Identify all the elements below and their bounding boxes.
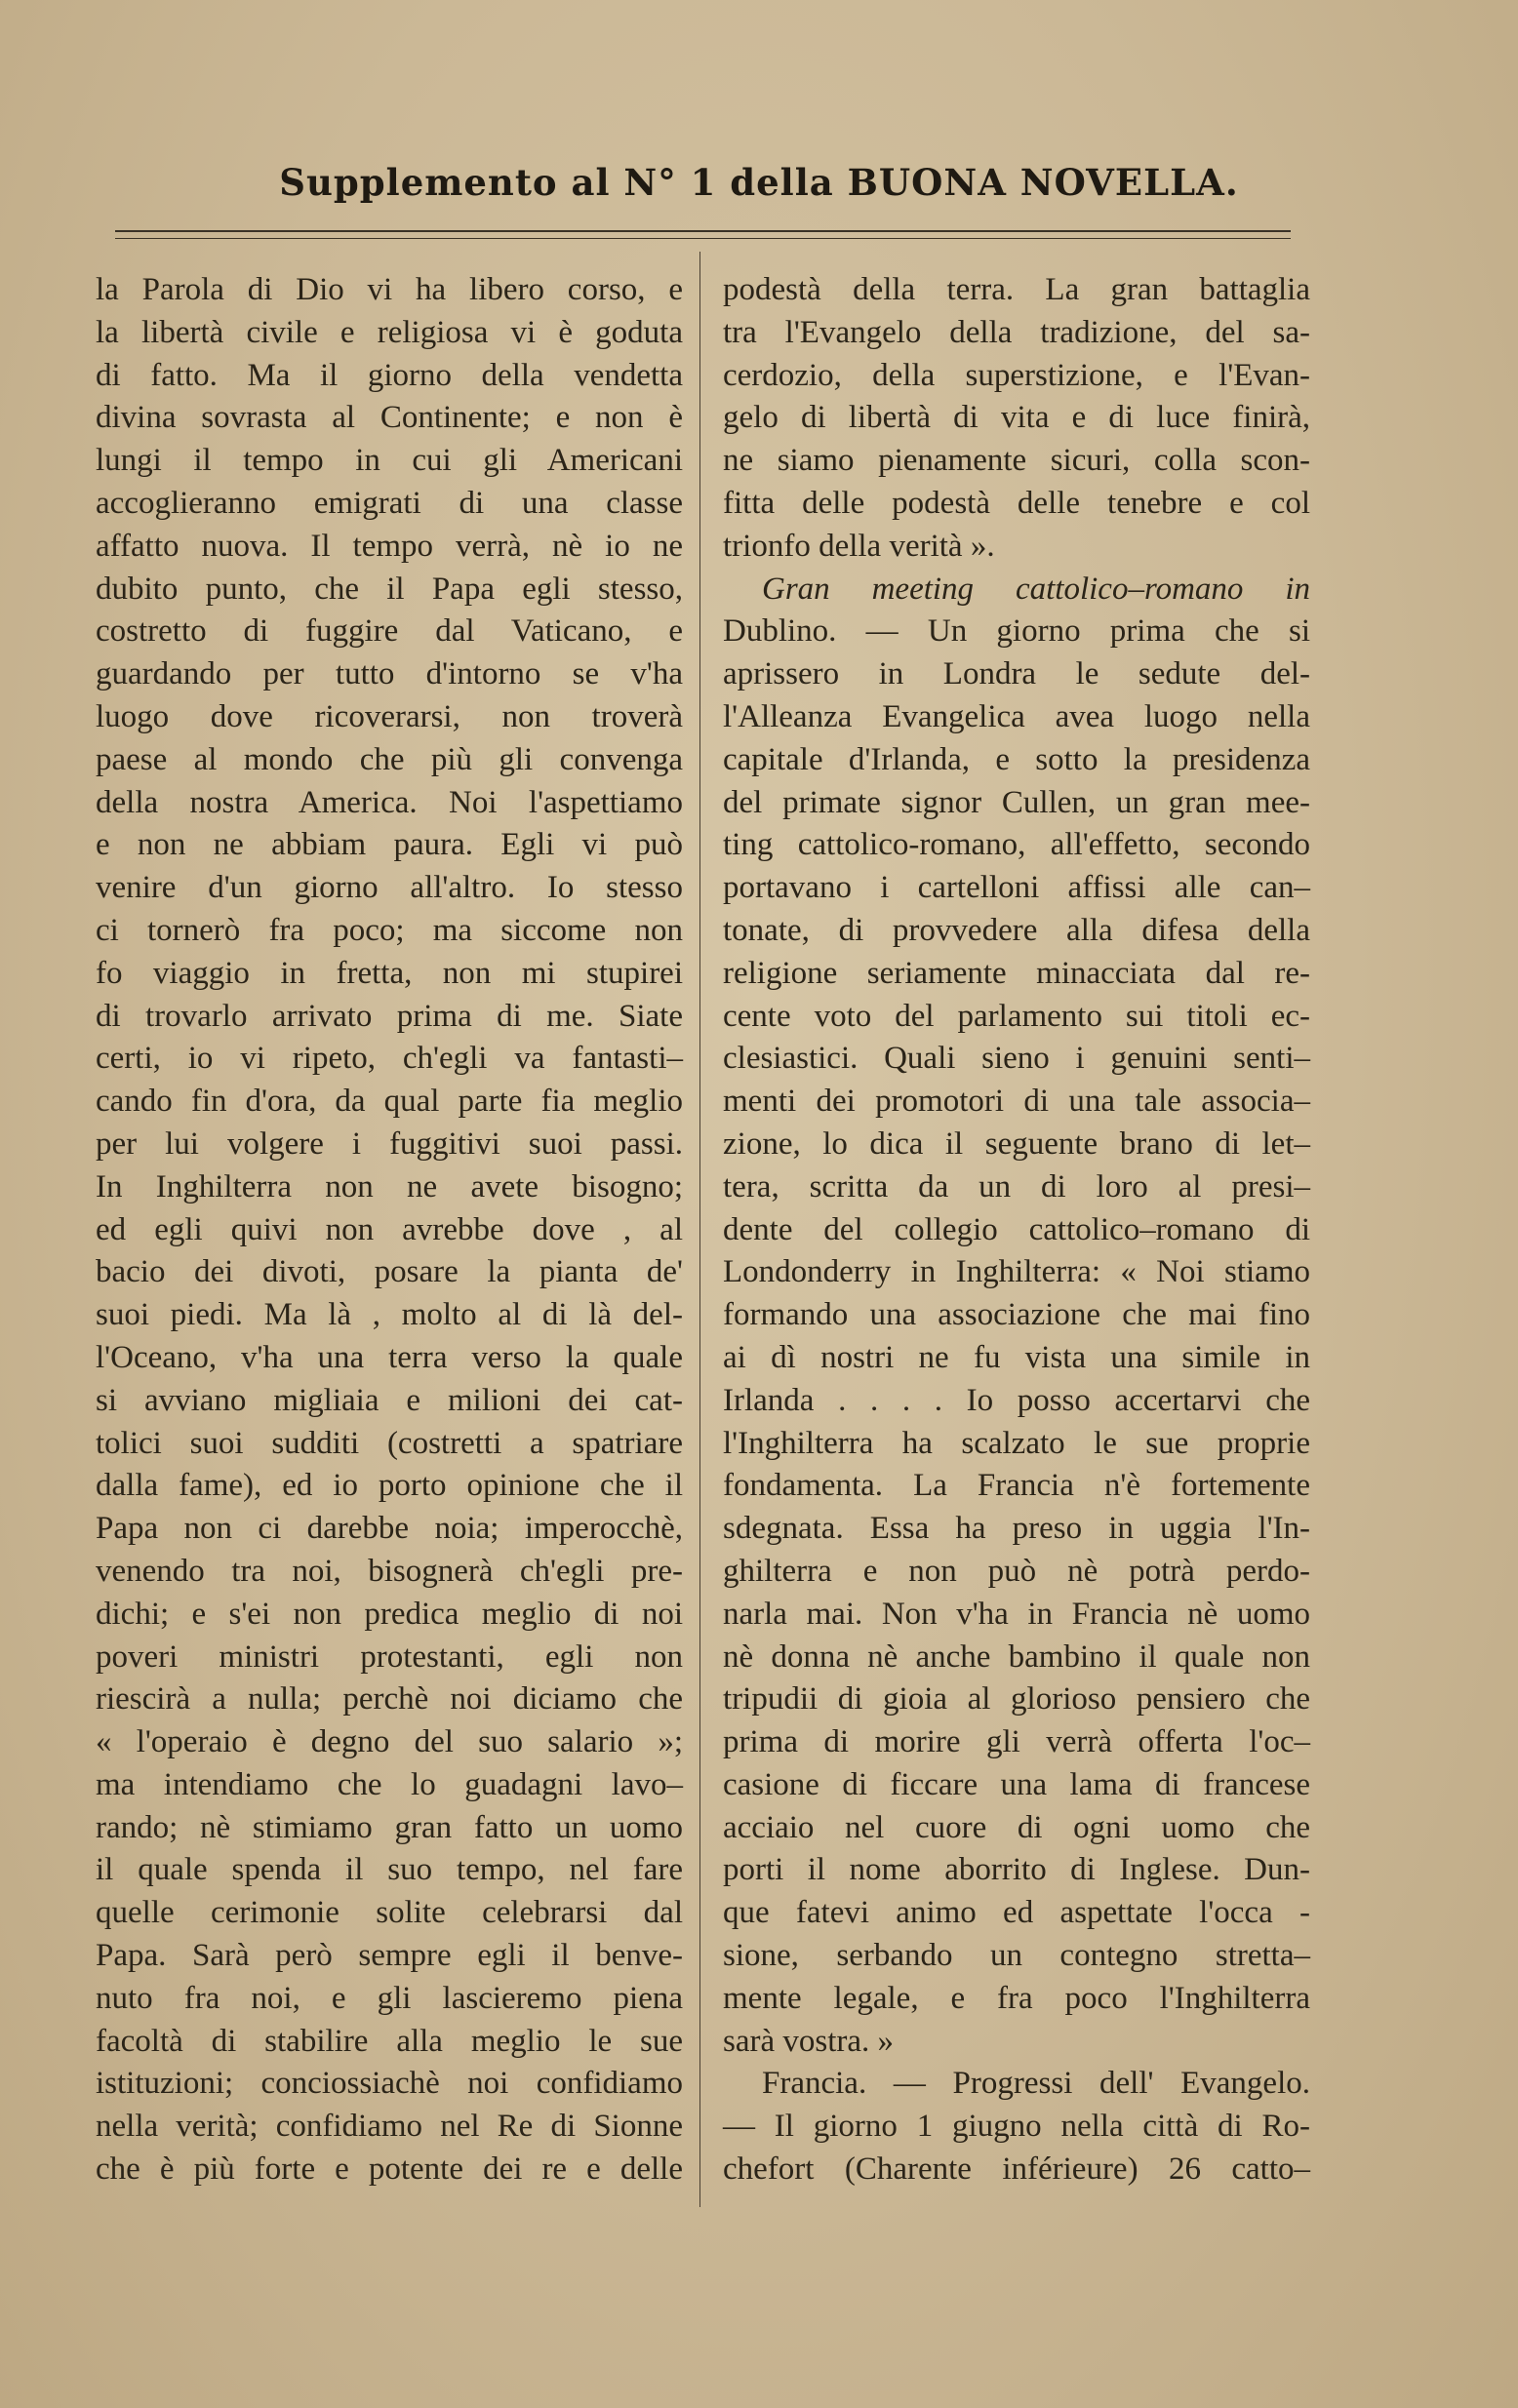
text-line: divina sovrasta al Continente; e non è xyxy=(96,400,683,436)
text-line: tolici suoi sudditi (costretti a spatriare xyxy=(96,1425,683,1461)
text-line: facoltà di stabilire alla meglio le sue xyxy=(96,2023,683,2059)
text-line: sione, serbando un contegno stretta– xyxy=(723,1938,1310,1974)
text-line: sdegnata. Essa ha preso in uggia l'In- xyxy=(723,1511,1310,1547)
text-line: tra l'Evangelo della tradizione, del sa- xyxy=(723,314,1310,350)
text-line: costretto di fuggire dal Vaticano, e xyxy=(96,613,683,650)
text-line: luogo dove ricoverarsi, non troverà xyxy=(96,698,683,734)
text-line: chefort (Charente inférieure) 26 catto– xyxy=(723,2151,1310,2188)
text-line: di trovarlo arrivato prima di me. Siate xyxy=(96,998,683,1034)
text-line: istituzioni; conciossiachè noi confidiamo xyxy=(96,2066,683,2102)
text-line: que fatevi animo ed aspettate l'occa - xyxy=(723,1895,1310,1931)
text-line: ghilterra e non può nè potrà perdo- xyxy=(723,1553,1310,1589)
text-line: l'Inghilterra ha scalzato le sue proprie xyxy=(723,1425,1310,1461)
text-line: nè donna nè anche bambino il quale non xyxy=(723,1638,1310,1675)
text-line: certi, io vi ripeto, ch'egli va fantasti– xyxy=(96,1041,683,1077)
text-line: mente legale, e fra poco l'Inghilterra xyxy=(723,1980,1310,2016)
text-line: l'Alleanza Evangelica avea luogo nella xyxy=(723,698,1310,734)
text-line: — Il giorno 1 giugno nella città di Ro- xyxy=(723,2109,1310,2145)
text-line: accoglieranno emigrati di una classe xyxy=(96,485,683,521)
text-line: l'Oceano, v'ha una terra verso la quale xyxy=(96,1339,683,1375)
header-rule-thick xyxy=(115,230,1291,232)
text-line: portavano i cartelloni affissi alle can– xyxy=(723,870,1310,906)
text-line: ting cattolico-romano, all'effetto, secondo xyxy=(723,827,1310,863)
text-line: ma intendiamo che lo guadagni lavo– xyxy=(96,1766,683,1802)
page-header: Supplemento al N° 1 della BUONA NOVELLA. xyxy=(279,161,1239,204)
text-line: la Parola di Dio vi ha libero corso, e xyxy=(96,272,683,307)
text-line: porti il nome aborrito di Inglese. Dun- xyxy=(723,1852,1310,1888)
left-column xyxy=(96,269,683,2220)
text-line: ne siamo pienamente sicuri, colla scon- xyxy=(723,443,1310,479)
text-line: venire d'un giorno all'altro. Io stesso xyxy=(96,870,683,906)
text-line: la libertà civile e religiosa vi è goduta xyxy=(96,314,683,350)
text-line: dichi; e s'ei non predica meglio di noi xyxy=(96,1596,683,1632)
text-line: clesiastici. Quali sieno i genuini senti– xyxy=(723,1041,1310,1077)
section-heading-dublino: Gran meeting cattolico–romano in xyxy=(762,571,1310,607)
text-line: dalla fame), ed io porto opinione che il xyxy=(96,1468,683,1504)
text-line: poveri ministri protestanti, egli non xyxy=(96,1638,683,1675)
text-line: Dublino. — Un giorno prima che si xyxy=(723,613,1310,650)
text-line: bacio dei divoti, posare la pianta de' xyxy=(96,1254,683,1290)
text-line: prima di morire gli verrà offerta l'oc– xyxy=(723,1724,1310,1760)
text-line: della nostra America. Noi l'aspettiamo xyxy=(96,784,683,820)
text-line: fo viaggio in fretta, non mi stupirei xyxy=(96,955,683,991)
text-line: Papa non ci darebbe noia; imperocchè, xyxy=(96,1511,683,1547)
text-line: Londonderry in Inghilterra: « Noi stiamo xyxy=(723,1254,1310,1290)
text-line: venendo tra noi, bisognerà ch'egli pre- xyxy=(96,1553,683,1589)
text-line: ed egli quivi non avrebbe dove , al xyxy=(96,1211,683,1247)
text-line: lungi il tempo in cui gli Americani xyxy=(96,443,683,479)
text-line: In Inghilterra non ne avete bisogno; xyxy=(96,1168,683,1204)
column-divider xyxy=(699,252,700,2207)
section-heading-francia: Francia. — Progressi dell' Evangelo. xyxy=(762,2066,1310,2102)
text-line: zione, lo dica il seguente brano di let– xyxy=(723,1125,1310,1162)
text-line: e non ne abbiam paura. Egli vi può xyxy=(96,827,683,863)
text-line: Irlanda . . . . Io posso accertarvi che xyxy=(723,1382,1310,1418)
text-line: cerdozio, della superstizione, e l'Evan- xyxy=(723,357,1310,393)
text-line: quelle cerimonie solite celebrarsi dal xyxy=(96,1895,683,1931)
text-line: cente voto del parlamento sui titoli ec- xyxy=(723,998,1310,1034)
text-line: acciaio nel cuore di ogni uomo che xyxy=(723,1809,1310,1845)
text-line: capitale d'Irlanda, e sotto la presidenza xyxy=(723,741,1310,777)
text-line: sarà vostra. » xyxy=(723,2023,895,2059)
text-line: suoi piedi. Ma là , molto al di là del- xyxy=(96,1297,683,1333)
text-line: podestà della terra. La gran battaglia xyxy=(723,272,1310,307)
text-line: affatto nuova. Il tempo verrà, nè io ne xyxy=(96,528,683,564)
section-heading-line xyxy=(723,569,1310,612)
text-line: dente del collegio cattolico–romano di xyxy=(723,1211,1310,1247)
text-line: trionfo della verità ». xyxy=(723,528,995,564)
text-line: per lui volgere i fuggitivi suoi passi. xyxy=(96,1125,683,1162)
text-line: rando; nè stimiamo gran fatto un uomo xyxy=(96,1809,683,1845)
text-line: fondamenta. La Francia n'è fortemente xyxy=(723,1468,1310,1504)
text-line: che è più forte e potente dei re e delle xyxy=(96,2151,683,2188)
text-line: « l'operaio è degno del suo salario »; xyxy=(96,1724,683,1760)
text-line: gelo di libertà di vita e di luce finirà, xyxy=(723,400,1310,436)
text-line: il quale spenda il suo tempo, nel fare xyxy=(96,1852,683,1888)
text-line: paese al mondo che più gli convenga xyxy=(96,741,683,777)
text-line: fitta delle podestà delle tenebre e col xyxy=(723,485,1310,521)
right-column xyxy=(723,269,1310,2220)
text-line: casione di ficcare una lama di francese xyxy=(723,1766,1310,1802)
text-line: Papa. Sarà però sempre egli il benve- xyxy=(96,1938,683,1974)
text-line: tripudii di gioia al glorioso pensiero che xyxy=(723,1681,1310,1717)
text-line: cando fin d'ora, da qual parte fia meglio xyxy=(96,1084,683,1120)
text-line: si avviano migliaia e milioni dei cat- xyxy=(96,1382,683,1418)
text-line: narla mai. Non v'ha in Francia nè uomo xyxy=(723,1596,1310,1632)
text-line: ci tornerò fra poco; ma siccome non xyxy=(96,912,683,948)
text-line: di fatto. Ma il giorno della vendetta xyxy=(96,357,683,393)
text-line: menti dei promotori di una tale associa– xyxy=(723,1084,1310,1120)
text-line: guardando per tutto d'intorno se v'ha xyxy=(96,656,683,692)
text-line: riescirà a nulla; perchè noi diciamo che xyxy=(96,1681,683,1717)
text-line: dubito punto, che il Papa egli stesso, xyxy=(96,571,683,607)
text-line: religione seriamente minacciata dal re- xyxy=(723,955,1310,991)
text-line: del primate signor Cullen, un gran mee- xyxy=(723,784,1310,820)
text-line: nella verità; confidiamo nel Re di Sionne xyxy=(96,2109,683,2145)
text-line: aprissero in Londra le sedute del- xyxy=(723,656,1310,692)
text-line: tonate, di provvedere alla difesa della xyxy=(723,912,1310,948)
text-line: ai dì nostri ne fu vista una simile in xyxy=(723,1339,1310,1375)
text-line: tera, scritta da un di loro al presi– xyxy=(723,1168,1310,1204)
text-line: formando una associazione che mai fino xyxy=(723,1297,1310,1333)
header-rule-thin xyxy=(115,238,1291,239)
text-line: nuto fra noi, e gli lascieremo piena xyxy=(96,1980,683,2016)
